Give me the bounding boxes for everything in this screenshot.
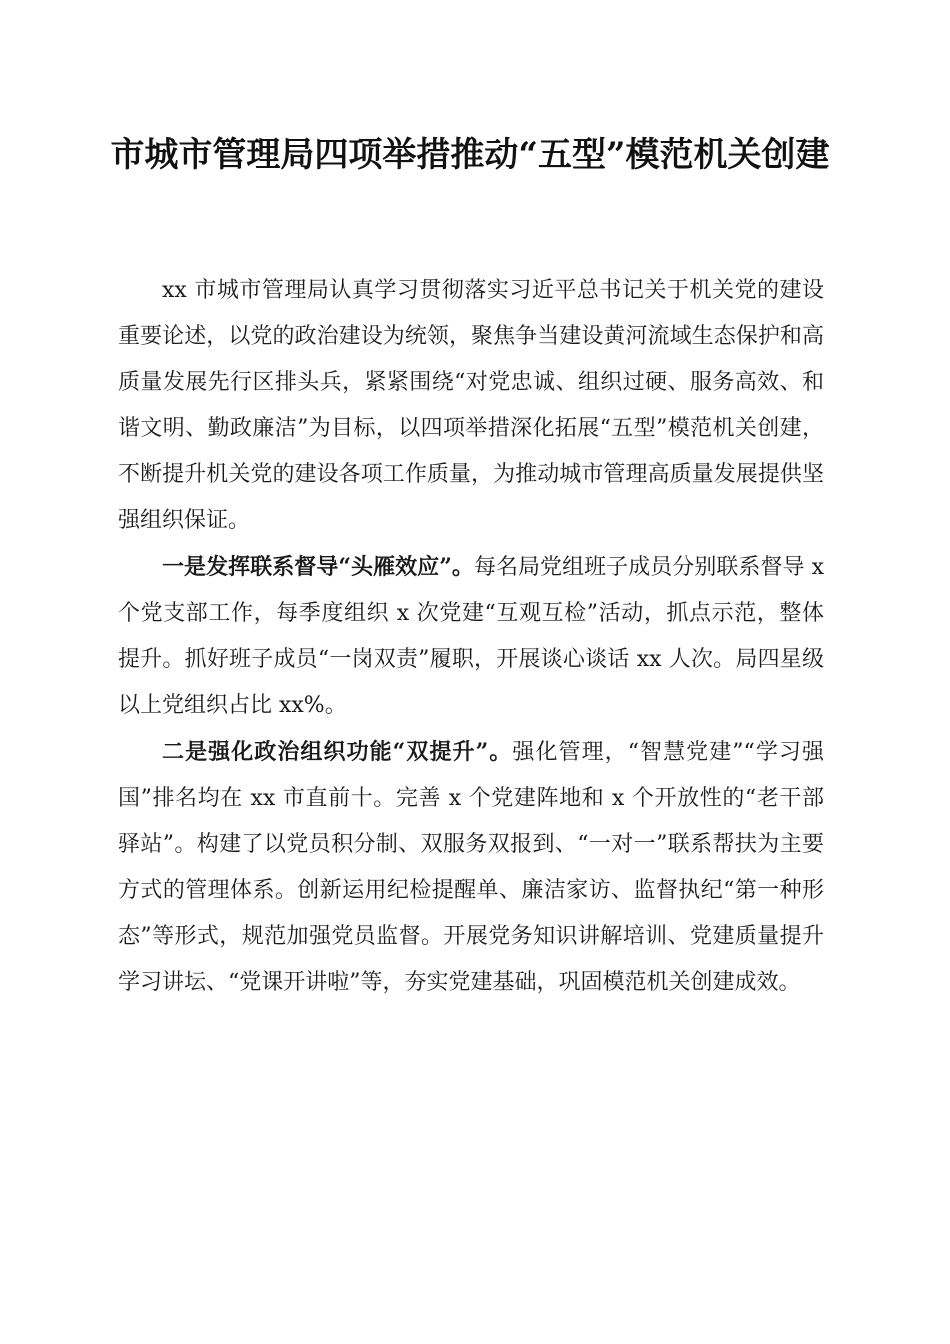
paragraph-measure-1-lead: 一是发挥联系督导“头雁效应”。	[162, 554, 474, 580]
paragraph-measure-2-lead: 二是强化政治组织功能“双提升”。	[162, 739, 513, 765]
document-title: 市城市管理局四项举措推动“五型”模范机关创建	[110, 135, 830, 175]
document-body	[118, 268, 824, 1006]
paragraph-measure-1	[118, 544, 824, 729]
paragraph-measure-2-text: 强化管理，“智慧党建”“学习强国”排名均在 xx 市直前十。完善 x 个党建阵地和 x 个开放性的“老干部驿站”。构建了以党员积分制、双服务双报到、“一对一”联系帮扶为主要方式的管理体系。创新运用纪检提醒单、廉洁家访、监督执纪“第一种形态”等形式，规范加强党员监督。开展党务知识讲解培训、党建质量提升学习讲坛、“党课开讲啦”等，夯实党建基础，巩固模范机关创建成效。	[118, 740, 825, 995]
paragraph-intro	[118, 268, 824, 544]
paragraph-intro-text: xx 市城市管理局认真学习贯彻落实习近平总书记关于机关党的建设重要论述，以党的政治建设为统领，聚焦争当建设黄河流域生态保护和高质量发展先行区排头兵，紧紧围绕“对党忠诚、组织过硬、服务高效、和谐文明、勤政廉洁”为目标，以四项举措深化拓展“五型”模范机关创建，不断提升机关党的建设各项工作质量，为推动城市管理高质量发展提供坚强组织保证。	[118, 278, 824, 533]
paragraph-measure-2	[118, 729, 824, 1006]
paragraph-measure-1-text: 每名局党组班子成员分别联系督导 x 个党支部工作，每季度组织 x 次党建“互观互检”活动，抓点示范，整体提升。抓好班子成员“一岗双责”履职，开展谈心谈话 xx 人次。局四星级以上党组织占比 xx%。	[118, 555, 825, 718]
